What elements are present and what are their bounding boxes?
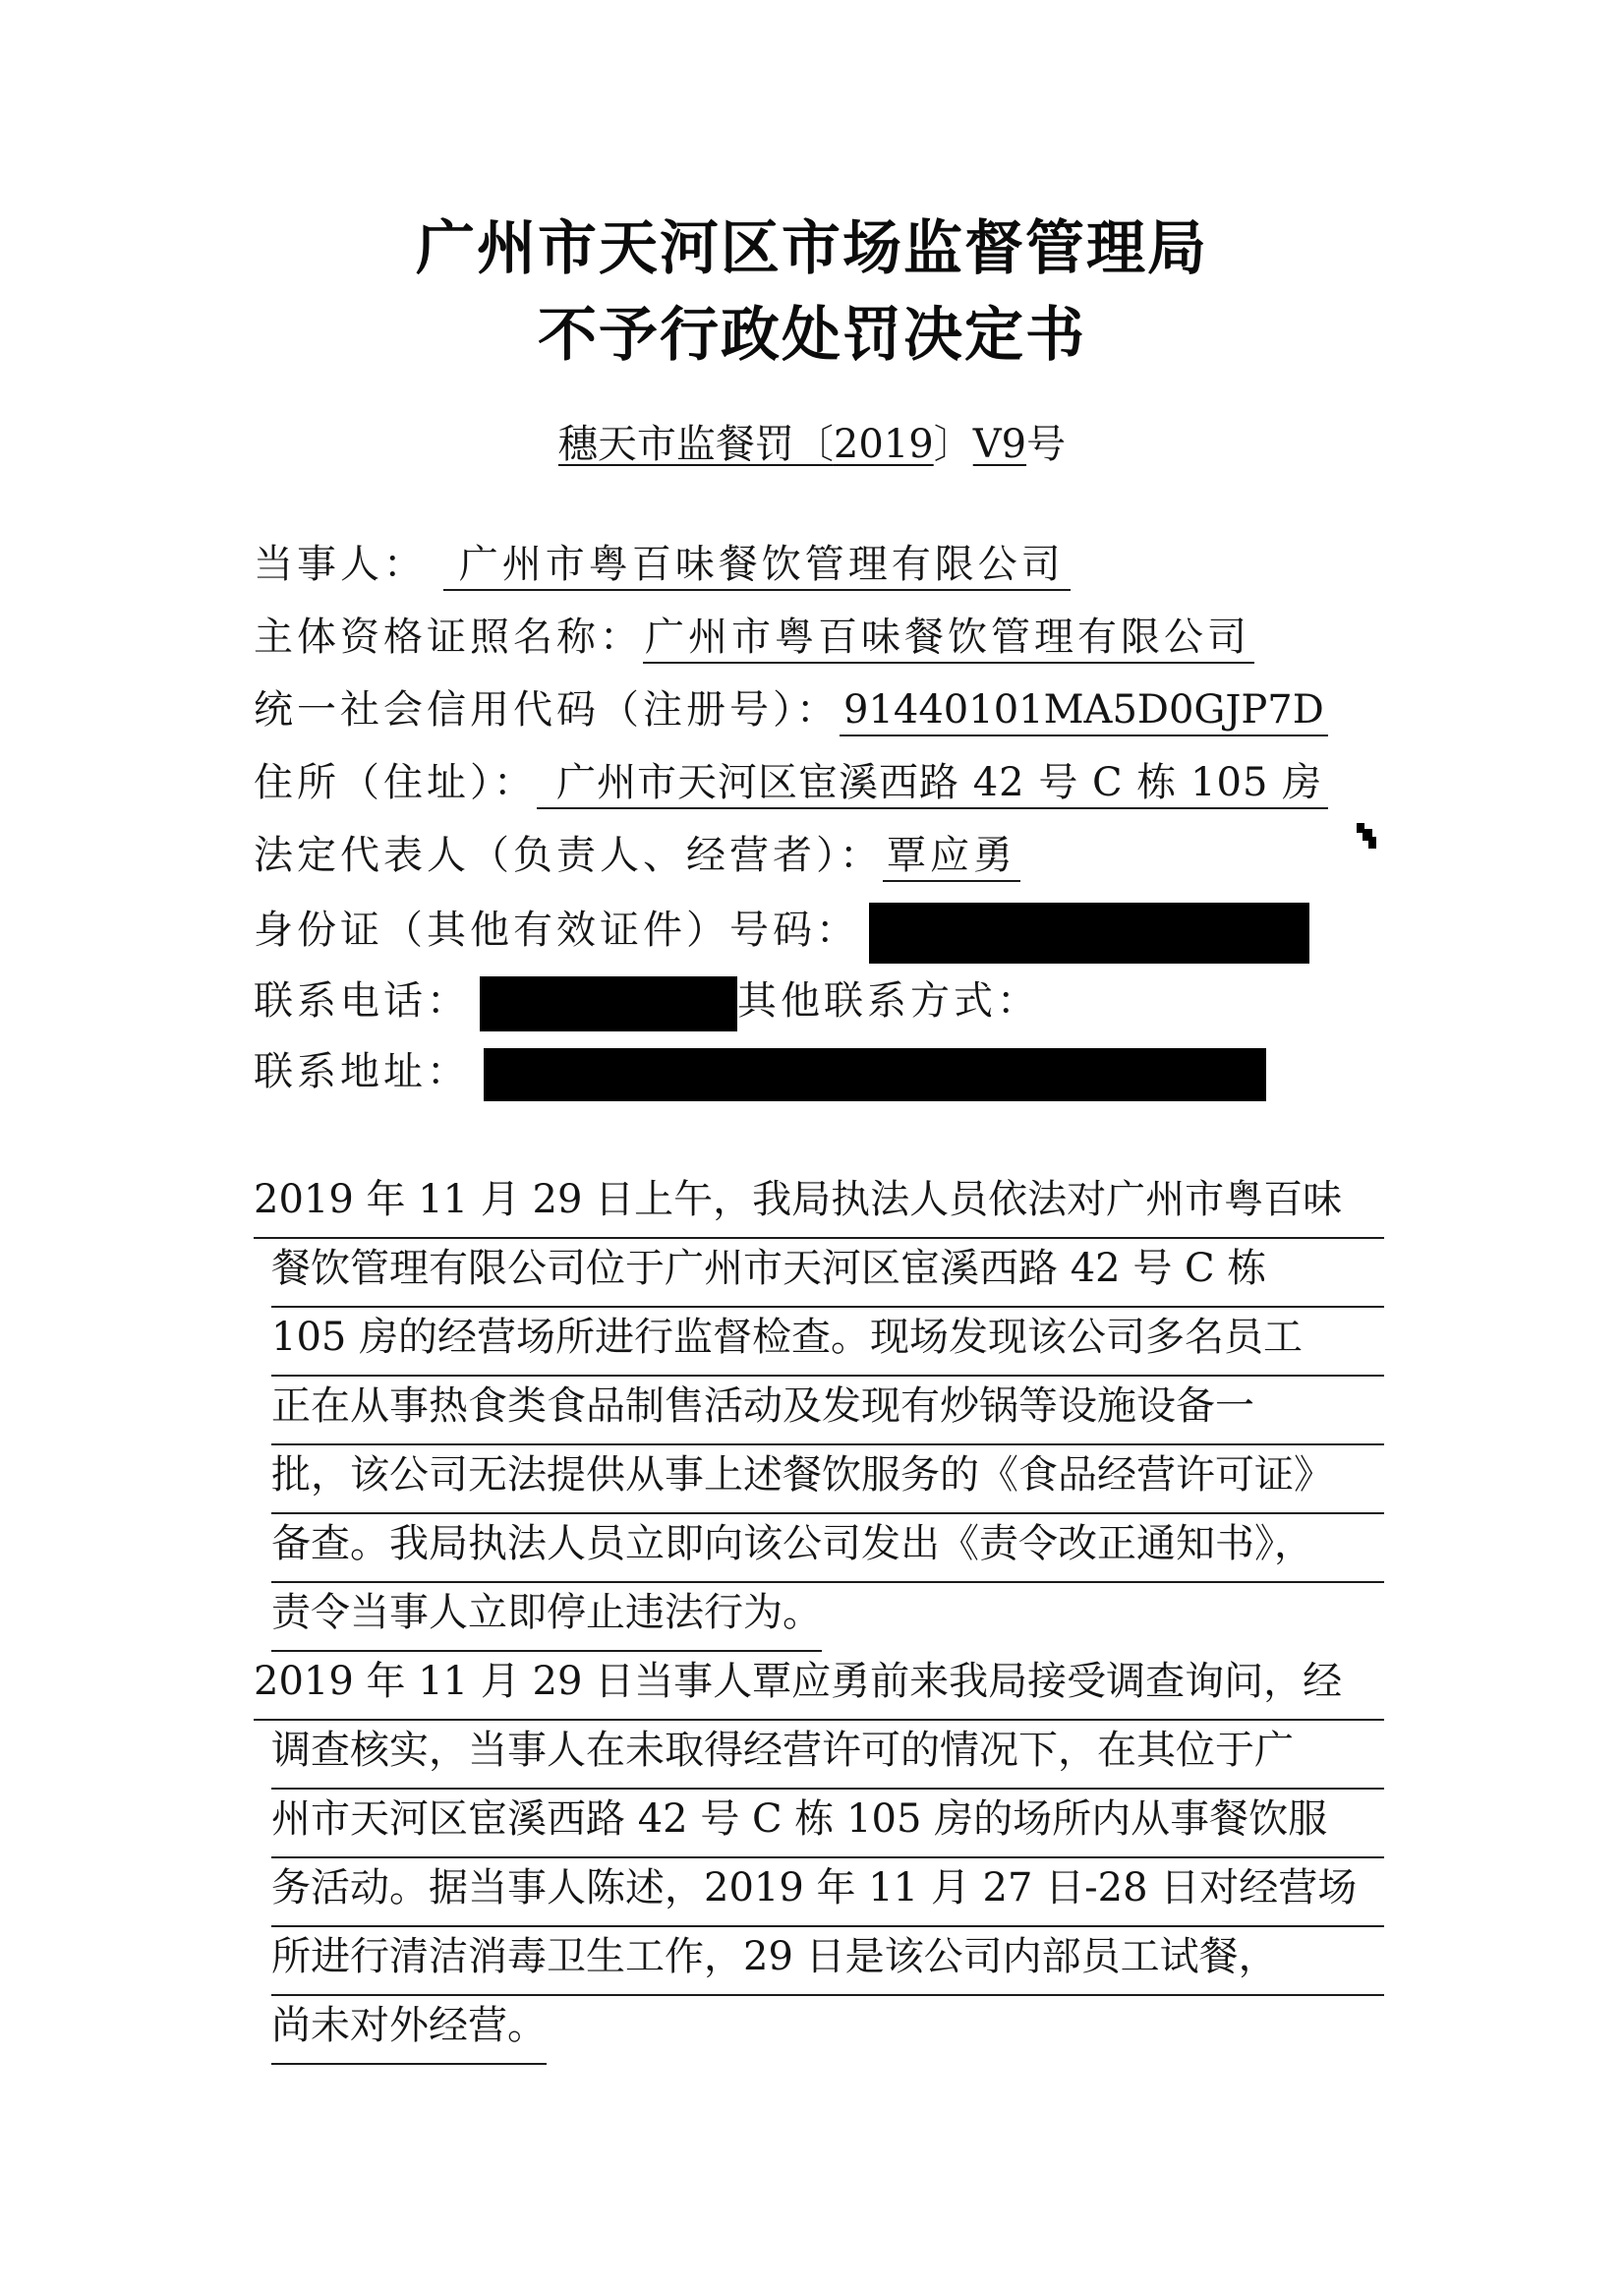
- doc-number-mid: 〕: [933, 422, 973, 467]
- id-number-label: 身份证（其他有效证件）号码：: [254, 908, 859, 953]
- party-label: 当事人：: [254, 542, 427, 587]
- doc-number-seq: V9: [972, 422, 1027, 467]
- paragraph-line: 州市天河区宦溪西路 42 号 C 栋 105 房的场所内从事餐饮服: [271, 1790, 1384, 1858]
- license-label: 主体资格证照名称：: [254, 615, 643, 660]
- document-title: 不予行政处罚决定书: [538, 301, 1086, 370]
- id-number-redaction: [869, 903, 1309, 964]
- paragraph-line: 2019 年 11 月 29 日当事人覃应勇前来我局接受调查询问，经: [254, 1652, 1384, 1721]
- doc-number-year: 2019: [833, 422, 934, 467]
- paragraph-line: 责令当事人立即停止违法行为。: [271, 1583, 822, 1652]
- contact-address-redaction: [484, 1048, 1266, 1101]
- id-number-field: [254, 903, 1309, 954]
- representative-field: [254, 830, 1020, 881]
- representative-label: 法定代表人（负责人、经营者）：: [254, 833, 883, 878]
- doc-number-prefix: 穗天市监餐罚〔: [557, 422, 834, 467]
- phone-redaction: [480, 976, 737, 1031]
- license-field: [254, 612, 1254, 663]
- other-contact-label: 其他联系方式：: [737, 978, 1040, 1024]
- paragraph-line: 备查。我局执法人员立即向该公司发出《责令改正通知书》，: [271, 1514, 1384, 1583]
- paragraph-line: 2019 年 11 月 29 日上午，我局执法人员依法对广州市粤百味: [254, 1170, 1384, 1239]
- address-field: [254, 757, 1328, 808]
- address-value: 广州市天河区宦溪西路 42 号 C 栋 105 房: [537, 758, 1328, 809]
- party-value: 广州市粤百味餐饮管理有限公司: [443, 540, 1071, 591]
- party-field: [254, 539, 1071, 590]
- paragraph-line: 务活动。据当事人陈述，2019 年 11 月 27 日-28 日对经营场: [271, 1858, 1384, 1927]
- paragraph-line: 所进行清洁消毒卫生工作，29 日是该公司内部员工试餐，: [271, 1927, 1384, 1996]
- agency-title: 广州市天河区市场监督管理局: [416, 214, 1208, 283]
- paragraph-line: 餐饮管理有限公司位于广州市天河区宦溪西路 42 号 C 栋: [271, 1239, 1384, 1308]
- scan-mark: [1355, 821, 1378, 851]
- paragraph-1: [254, 1170, 1384, 1652]
- paragraph-line: 批，该公司无法提供从事上述餐饮服务的《食品经营许可证》: [271, 1445, 1384, 1514]
- representative-value: 覃应勇: [883, 831, 1020, 882]
- license-value: 广州市粤百味餐饮管理有限公司: [643, 613, 1254, 664]
- paragraph-line: 105 房的经营场所进行监督检查。现场发现该公司多名员工: [271, 1308, 1384, 1377]
- contact-address-field: [254, 1046, 1266, 1097]
- phone-field: [254, 975, 1040, 1027]
- phone-label: 联系电话：: [254, 978, 470, 1024]
- document-number: [0, 413, 1624, 469]
- paragraph-line: 尚未对外经营。: [271, 1996, 547, 2065]
- address-label: 住所（住址）：: [254, 760, 537, 805]
- contact-address-label: 联系地址：: [254, 1049, 470, 1094]
- doc-number-suffix: 号: [1026, 422, 1067, 467]
- paragraph-line: 正在从事热食类食品制售活动及发现有炒锅等设施设备一: [271, 1377, 1384, 1445]
- credit-code-field: [254, 684, 1328, 735]
- credit-code-value: 91440101MA5D0GJP7D: [840, 685, 1328, 736]
- paragraph-2: [254, 1652, 1384, 2065]
- credit-code-label: 统一社会信用代码（注册号）：: [254, 687, 840, 733]
- paragraph-line: 调查核实，当事人在未取得经营许可的情况下，在其位于广: [271, 1721, 1384, 1790]
